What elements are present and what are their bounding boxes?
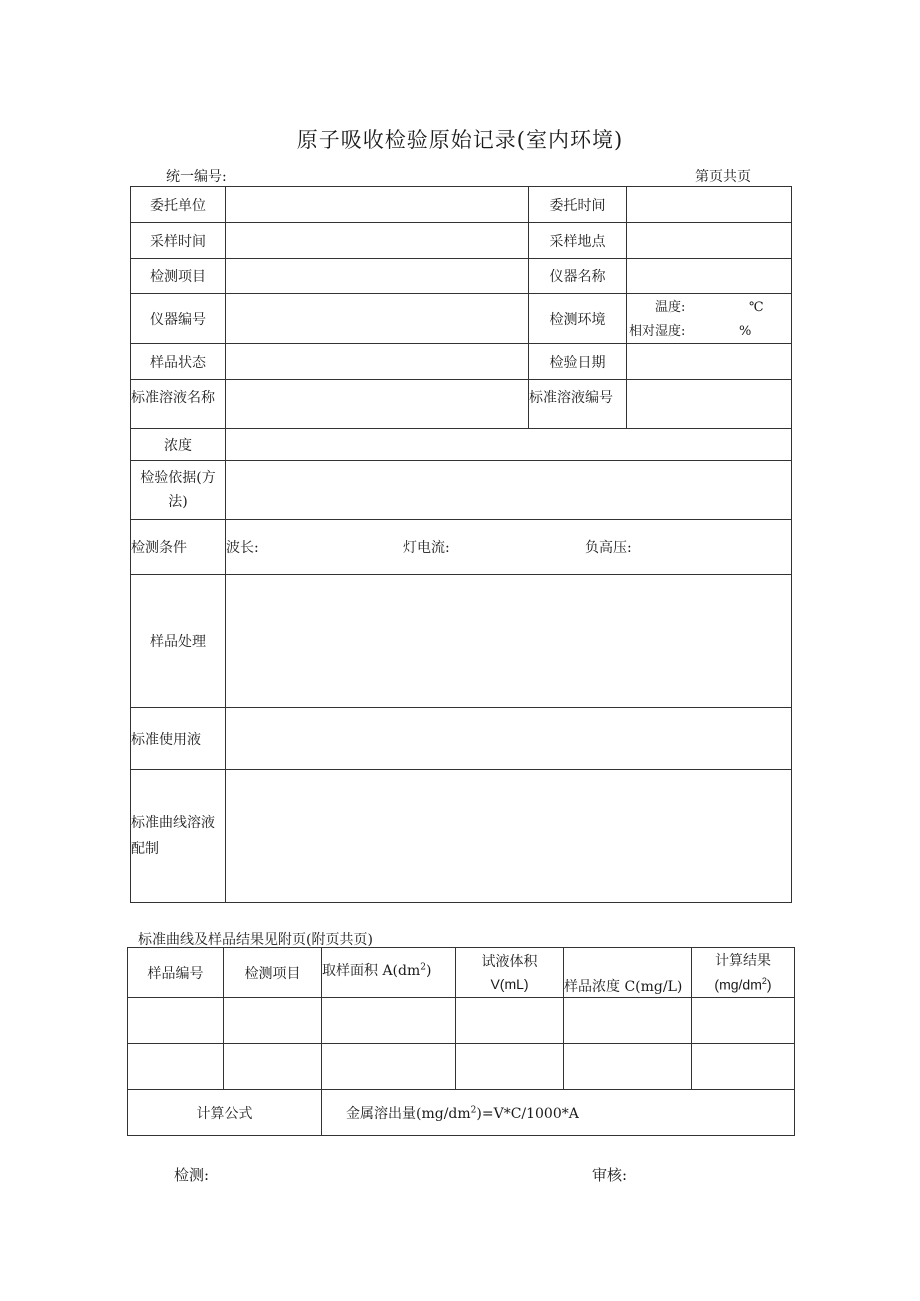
header-result: 计算结果 $(mg/dm^2)$: [692, 948, 795, 998]
table-cell[interactable]: [692, 1044, 795, 1090]
table-cell[interactable]: [456, 998, 564, 1044]
client-unit-label: 委托单位: [131, 187, 226, 223]
temperature-unit: ℃: [749, 299, 764, 315]
formula-text: 金属溶出量$(mg/dm^2)=V*C/1000*A$: [322, 1090, 795, 1136]
sampling-place-label: 采样地点: [529, 223, 627, 259]
lamp-current-label: 灯电流:: [403, 540, 450, 556]
record-table: [130, 186, 792, 903]
client-unit-field[interactable]: [226, 187, 529, 223]
table-cell[interactable]: [456, 1044, 564, 1090]
std-curve-prep-field[interactable]: [226, 770, 792, 903]
sampling-time-label: 采样时间: [131, 223, 226, 259]
sample-state-field[interactable]: [226, 344, 529, 380]
table-cell[interactable]: [322, 998, 456, 1044]
test-date-label: 检验日期: [529, 344, 627, 380]
test-date-field[interactable]: [627, 344, 792, 380]
client-time-field[interactable]: [627, 187, 792, 223]
table-cell[interactable]: [322, 1044, 456, 1090]
basis-label: 检验依据(方法): [131, 461, 226, 520]
results-table: [127, 947, 795, 1136]
table-cell[interactable]: [128, 1044, 224, 1090]
table-cell[interactable]: [224, 1044, 322, 1090]
std-solution-name-field[interactable]: [226, 380, 529, 429]
header-sample-area: 取样面积 $A(dm^2)$: [322, 948, 456, 998]
sample-treatment-label: 样品处理: [131, 575, 226, 708]
sampling-place-field[interactable]: [627, 223, 792, 259]
test-env-label: 检测环境: [529, 294, 627, 344]
instrument-no-label: 仪器编号: [131, 294, 226, 344]
std-working-solution-field[interactable]: [226, 708, 792, 770]
sampling-time-field[interactable]: [226, 223, 529, 259]
table-cell[interactable]: [692, 998, 795, 1044]
instrument-name-label: 仪器名称: [529, 259, 627, 294]
table-cell[interactable]: [564, 998, 692, 1044]
wavelength-label: 波长:: [226, 540, 259, 556]
std-solution-no-label: 标准溶液编号: [529, 380, 627, 429]
humidity-unit: %: [739, 323, 752, 339]
std-solution-name-label: 标准溶液名称: [131, 380, 226, 429]
page-count-label: 第页共页: [695, 169, 751, 185]
formula-label: 计算公式: [128, 1090, 322, 1136]
attachment-note: 标准曲线及样品结果见附页(附页共页): [138, 932, 373, 948]
std-working-solution-label: 标准使用液: [131, 708, 226, 770]
concentration-field[interactable]: [226, 429, 792, 461]
header-sample-conc: 样品浓度 C(mg/L): [564, 948, 692, 998]
concentration-label: 浓度: [131, 429, 226, 461]
client-time-label: 委托时间: [529, 187, 627, 223]
sample-state-label: 样品状态: [131, 344, 226, 380]
basis-field[interactable]: [226, 461, 792, 520]
humidity-label: 相对湿度:: [629, 323, 686, 339]
tester-label: 检测:: [174, 1166, 210, 1184]
table-cell[interactable]: [564, 1044, 692, 1090]
header-test-item: 检测项目: [224, 948, 322, 998]
std-curve-prep-label: 标准曲线溶液配制: [131, 770, 226, 903]
table-cell[interactable]: [128, 998, 224, 1044]
instrument-no-field[interactable]: [226, 294, 529, 344]
test-env-cell[interactable]: [627, 294, 792, 344]
negative-hv-label: 负高压:: [585, 540, 632, 556]
std-solution-no-field[interactable]: [627, 380, 792, 429]
test-item-field[interactable]: [226, 259, 529, 294]
page-title: 原子吸收检验原始记录(室内环境): [296, 128, 624, 152]
test-item-label: 检测项目: [131, 259, 226, 294]
instrument-name-field[interactable]: [627, 259, 792, 294]
table-cell[interactable]: [224, 998, 322, 1044]
header-volume: 试液体积 V(mL): [456, 948, 564, 998]
temperature-label: 温度:: [655, 299, 686, 315]
reviewer-label: 审核:: [592, 1166, 628, 1184]
sample-treatment-field[interactable]: [226, 575, 792, 708]
conditions-label: 检测条件: [131, 520, 226, 575]
conditions-field[interactable]: [226, 520, 792, 575]
serial-number-label: 统一编号:: [166, 169, 227, 185]
header-sample-no: 样品编号: [128, 948, 224, 998]
